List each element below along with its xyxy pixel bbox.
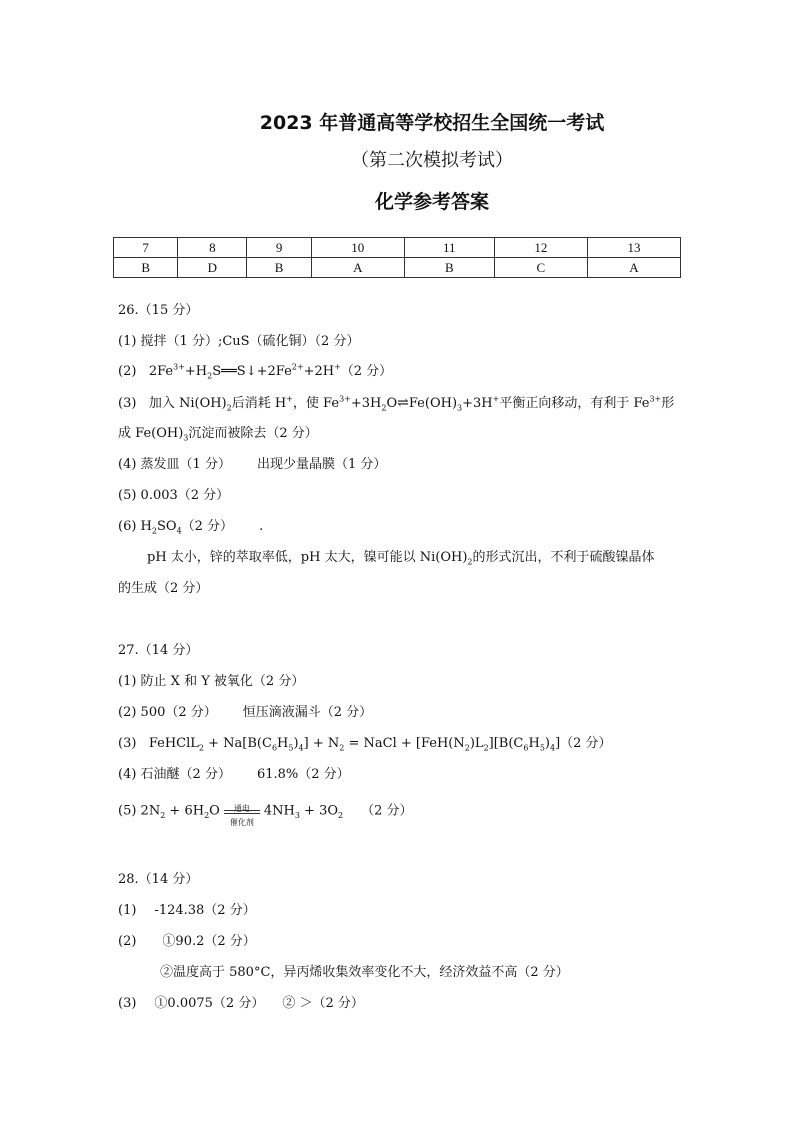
equilibrium-arrow: ⇌ [397, 395, 409, 411]
sub: 2 [339, 743, 345, 753]
text: 4NH [263, 803, 295, 819]
text: ①90.2（2 分） [162, 934, 256, 949]
exam-subtitle: （第二次模拟考试） [351, 150, 513, 171]
q27-answer-4 [118, 766, 350, 784]
table-cell: B [404, 258, 494, 278]
text: ] + N [303, 736, 340, 751]
item-number: (3) [118, 396, 137, 411]
text: 平衡正向移动，有利于 Fe [499, 396, 650, 411]
question-number-row [114, 238, 681, 258]
table-cell: B [114, 258, 178, 278]
q26-answer-3-cont [118, 425, 318, 443]
text: ①0.0075（2 分） [154, 996, 265, 1011]
answer-row [114, 258, 681, 278]
table-cell: 9 [247, 238, 311, 258]
q28-answer-3 [118, 995, 364, 1013]
sub: 2 [160, 811, 166, 821]
q27-answer-5 [118, 802, 413, 827]
text: pH 太小，锌的萃取率低，pH 太大，镍可能以 Ni(OH) [147, 550, 468, 565]
item-number: (3) [118, 996, 137, 1011]
sub: 2 [338, 811, 344, 821]
q28-heading: 28.（14 分） [118, 872, 199, 887]
q28-answer-2 [118, 933, 256, 951]
sub: 6 [271, 743, 278, 753]
q27-answer-3 [118, 735, 612, 753]
text: (5) 2N [118, 803, 161, 819]
text: +2H [303, 364, 335, 379]
q26-answer-6 [118, 518, 263, 536]
text: . [259, 519, 264, 534]
sub: 4 [176, 526, 182, 536]
text: （2 分） [181, 519, 234, 534]
sub: 4 [549, 743, 556, 753]
q26-answer-3 [118, 394, 674, 413]
q28-answer-2b: ②温度高于 580°C，异丙烯收集效率变化不大，经济效益不高（2 分） [160, 965, 569, 980]
text: +3H [462, 396, 493, 411]
text: -124.38（2 分） [154, 903, 256, 918]
sup: + [492, 394, 500, 404]
sup: 3+ [339, 394, 351, 404]
q26-answer-6-explanation-cont: 的生成（2 分） [118, 581, 209, 596]
text: 后消耗 H [231, 396, 287, 411]
q28-answer-1 [118, 902, 256, 920]
sub: 4 [298, 743, 304, 753]
text: ) [544, 736, 550, 751]
text: ) [293, 736, 299, 751]
table-cell: 13 [587, 238, 680, 258]
table-cell: 10 [311, 238, 404, 258]
text: (6) H [118, 519, 152, 534]
text: SO [156, 519, 177, 534]
reaction-condition-arrow [222, 802, 262, 827]
sub: 2 [381, 403, 387, 413]
text: O [386, 396, 398, 411]
table-cell: C [494, 258, 587, 278]
text: ][B(C [488, 736, 524, 751]
sub: 3 [457, 403, 463, 413]
q26-answer-5: (5) 0.003（2 分） [118, 488, 230, 503]
condition-top: 通电 [233, 804, 250, 813]
sup: 3+ [173, 362, 185, 372]
sub: 2 [464, 743, 470, 753]
text: 的形式沉出，不利于硫酸镍晶体 [472, 550, 655, 565]
sub: 6 [523, 743, 529, 753]
item-number: (2) [118, 364, 137, 379]
answer-table [113, 237, 681, 278]
text: )L [469, 736, 484, 751]
text: ]（2 分） [555, 736, 612, 751]
q27-answer-1: (1) 防止 X 和 Y 被氧化（2 分） [118, 674, 305, 689]
table-cell: 12 [494, 238, 587, 258]
text: 恒压滴液漏斗（2 分） [242, 705, 373, 720]
text: = NaCl + [FeH(N [344, 736, 465, 751]
sub: 5 [288, 743, 294, 753]
sub: 2 [226, 403, 232, 413]
text: (4) 石油醚（2 分） [118, 767, 231, 782]
sub: 5 [539, 743, 545, 753]
sub: 2 [483, 743, 489, 753]
q26-answer-4 [118, 456, 386, 474]
text: 沉淀而被除去（2 分） [188, 426, 318, 441]
sub: 2 [198, 743, 204, 753]
text: O [209, 803, 220, 819]
text: + Na[B(C [204, 736, 272, 751]
table-cell: 8 [178, 238, 247, 258]
sub: 3 [294, 811, 300, 821]
text: 形 [661, 396, 675, 411]
sub: 2 [204, 811, 210, 821]
text: 成 Fe(OH) [118, 426, 184, 441]
text: 61.8%（2 分） [256, 767, 350, 782]
text: Fe(OH) [408, 396, 458, 411]
sup: 2+ [291, 362, 304, 372]
q26-answer-1: (1) 搅拌（1 分）;CuS（硫化铜）（2 分） [118, 334, 360, 349]
sup: + [334, 362, 341, 372]
q26-heading: 26.（15 分） [118, 303, 199, 318]
text: ② ＞（2 分） [282, 996, 364, 1011]
condition-bottom: 催化剂 [229, 818, 254, 827]
sup: 3+ [649, 394, 662, 404]
q27-answer-2 [118, 704, 372, 722]
text: ，使 Fe [292, 396, 340, 411]
sub: 2 [467, 557, 473, 567]
text: +3H [350, 396, 382, 411]
table-cell: A [311, 258, 404, 278]
exam-title: 2023 年普通高等学校招生全国统一考试 [259, 112, 605, 134]
text: （2 分） [340, 364, 393, 379]
text: （2 分） [361, 803, 413, 819]
text: S══S↓+2Fe [212, 364, 292, 379]
sub: 2 [151, 526, 157, 536]
text: 加入 Ni(OH) [148, 396, 227, 411]
sub: 3 [183, 433, 189, 443]
text: H [277, 736, 289, 751]
table-cell: 11 [404, 238, 494, 258]
table-cell: A [587, 258, 680, 278]
sub: 2 [207, 371, 213, 381]
item-number: (3) [118, 736, 137, 751]
text: (2) 500（2 分） [118, 705, 217, 720]
text: (4) 蒸发皿（1 分） [118, 457, 231, 472]
text: H [528, 736, 540, 751]
text: 出现少量晶膜（1 分） [256, 457, 387, 472]
q26-answer-2 [118, 363, 392, 381]
text: + 3O [299, 803, 338, 819]
text: 2Fe [148, 364, 174, 379]
table-cell: D [178, 258, 247, 278]
q27-heading: 27.（14 分） [118, 643, 199, 658]
text: + 6H [165, 803, 205, 819]
item-number: (2) [118, 934, 137, 949]
document-title: 化学参考答案 [374, 191, 489, 213]
table-cell: 7 [114, 238, 178, 258]
text: FeHClL [148, 736, 199, 751]
text: +H [184, 364, 208, 379]
table-cell: B [247, 258, 311, 278]
sup: + [286, 394, 293, 404]
item-number: (1) [118, 903, 137, 918]
q26-answer-6-explanation [147, 549, 655, 567]
